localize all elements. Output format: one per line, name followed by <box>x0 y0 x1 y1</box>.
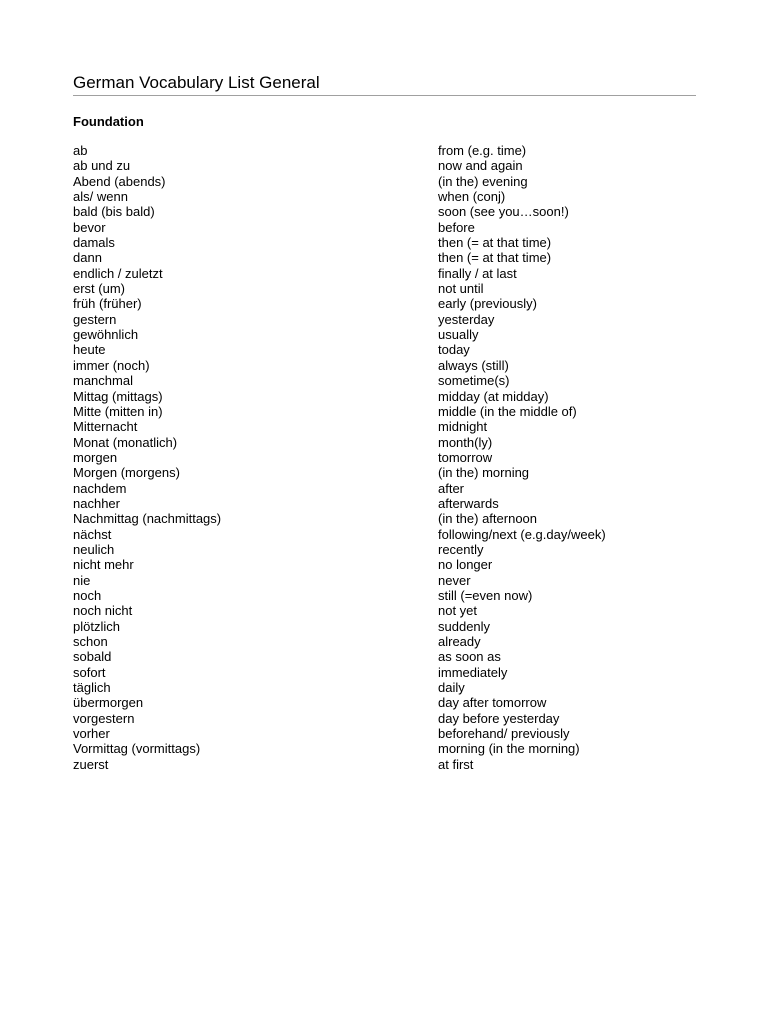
english-translation: usually <box>438 327 479 343</box>
english-translation: suddenly <box>438 618 491 634</box>
vocabulary-row <box>73 757 696 772</box>
vocabulary-row <box>73 174 696 189</box>
vocabulary-row <box>73 557 696 572</box>
german-term: vorgestern <box>73 710 135 726</box>
german-term: gewöhnlich <box>73 327 139 343</box>
vocabulary-row <box>73 711 696 726</box>
english-translation: already <box>438 634 481 649</box>
vocabulary-row <box>73 496 696 511</box>
german-term: Vormittag (vormittags) <box>73 741 201 757</box>
english-translation: (in the) afternoon <box>438 511 538 527</box>
vocabulary-row <box>73 619 696 634</box>
german-term: noch <box>73 587 102 603</box>
german-term: Mitternacht <box>73 419 138 435</box>
english-translation: always (still) <box>438 357 509 373</box>
vocabulary-row <box>73 511 696 526</box>
english-translation: when (conj) <box>438 189 506 205</box>
vocabulary-row <box>73 465 696 480</box>
vocabulary-row <box>73 588 696 603</box>
english-translation: no longer <box>438 557 493 573</box>
german-term: gestern <box>73 311 117 327</box>
english-translation: then (= at that time) <box>438 235 552 251</box>
vocabulary-row <box>73 603 696 618</box>
vocabulary-row <box>73 342 696 357</box>
german-term: heute <box>73 342 106 358</box>
german-term: endlich / zuletzt <box>73 265 163 281</box>
german-term: nächst <box>73 526 112 542</box>
vocabulary-row <box>73 143 696 158</box>
german-term: immer (noch) <box>73 357 150 373</box>
section-heading: Foundation <box>73 114 144 129</box>
english-translation: following/next (e.g.day/week) <box>438 526 606 542</box>
vocabulary-row <box>73 312 696 327</box>
vocabulary-row <box>73 573 696 588</box>
vocabulary-row <box>73 358 696 373</box>
english-translation: beforehand/ previously <box>438 726 570 742</box>
vocabulary-row <box>73 266 696 281</box>
english-translation: day before yesterday <box>438 710 560 726</box>
german-term: nicht mehr <box>73 557 134 573</box>
vocabulary-row <box>73 649 696 664</box>
english-translation: month(ly) <box>438 434 493 450</box>
german-term: früh (früher) <box>73 296 142 312</box>
german-term: neulich <box>73 541 115 557</box>
english-translation: soon (see you…soon!) <box>438 204 569 220</box>
vocabulary-row <box>73 158 696 173</box>
english-translation: after <box>438 480 465 496</box>
german-term: Morgen (morgens) <box>73 465 180 481</box>
english-translation: midday (at midday) <box>438 388 549 404</box>
german-term: dann <box>73 250 102 266</box>
vocabulary-row <box>73 404 696 419</box>
english-translation: still (=even now) <box>438 587 533 603</box>
german-term: täglich <box>73 680 111 696</box>
german-term: manchmal <box>73 373 133 389</box>
english-translation: not yet <box>438 603 478 619</box>
english-translation: never <box>438 572 471 588</box>
vocabulary-row <box>73 389 696 404</box>
german-term: Monat (monatlich) <box>73 434 178 450</box>
english-translation: middle (in the middle of) <box>438 403 577 419</box>
german-term: übermorgen <box>73 695 144 711</box>
german-term: schon <box>73 634 108 649</box>
vocabulary-row <box>73 220 696 235</box>
english-translation: morning (in the morning) <box>438 741 580 757</box>
german-term: ab und zu <box>73 158 131 174</box>
german-term: noch nicht <box>73 603 133 619</box>
german-term: erst (um) <box>73 281 125 297</box>
german-term: damals <box>73 235 115 251</box>
english-translation: (in the) morning <box>438 465 530 481</box>
vocabulary-row <box>73 327 696 342</box>
title-divider <box>73 95 696 96</box>
german-term: bald (bis bald) <box>73 204 155 220</box>
english-translation: as soon as <box>438 649 501 665</box>
english-translation: now and again <box>438 158 523 174</box>
german-term: nachher <box>73 495 120 511</box>
german-term: als/ wenn <box>73 189 128 205</box>
english-translation: daily <box>438 680 465 696</box>
english-translation: recently <box>438 541 484 557</box>
english-translation: immediately <box>438 664 508 680</box>
german-term: nie <box>73 572 91 588</box>
vocabulary-row <box>73 450 696 465</box>
vocabulary-row <box>73 419 696 434</box>
vocabulary-row <box>73 235 696 250</box>
vocabulary-row <box>73 204 696 219</box>
german-term: zuerst <box>73 756 109 772</box>
vocabulary-row <box>73 741 696 756</box>
vocabulary-row <box>73 296 696 311</box>
german-term: Nachmittag (nachmittags) <box>73 511 222 527</box>
vocabulary-row <box>73 527 696 542</box>
vocabulary-row <box>73 680 696 695</box>
vocabulary-row <box>73 726 696 741</box>
vocabulary-row <box>73 281 696 296</box>
english-translation: from (e.g. time) <box>438 143 527 158</box>
english-translation: day after tomorrow <box>438 695 547 711</box>
vocabulary-row <box>73 189 696 204</box>
page-title: German Vocabulary List General <box>73 73 320 92</box>
vocabulary-row <box>73 250 696 265</box>
german-term: Mitte (mitten in) <box>73 403 163 419</box>
english-translation: today <box>438 342 470 358</box>
english-translation: tomorrow <box>438 449 493 465</box>
english-translation: finally / at last <box>438 265 517 281</box>
german-term: morgen <box>73 449 118 465</box>
english-translation: before <box>438 219 475 235</box>
english-translation: (in the) evening <box>438 173 528 189</box>
vocabulary-row <box>73 542 696 557</box>
vocabulary-list <box>73 143 696 772</box>
german-term: sobald <box>73 649 112 665</box>
english-translation: yesterday <box>438 311 495 327</box>
vocabulary-row <box>73 435 696 450</box>
english-translation: sometime(s) <box>438 373 510 389</box>
vocabulary-row <box>73 481 696 496</box>
english-translation: afterwards <box>438 495 499 511</box>
german-term: sofort <box>73 664 106 680</box>
vocabulary-row <box>73 695 696 710</box>
english-translation: then (= at that time) <box>438 250 552 266</box>
german-term: nachdem <box>73 480 127 496</box>
english-translation: midnight <box>438 419 488 435</box>
vocabulary-row <box>73 665 696 680</box>
german-term: bevor <box>73 219 106 235</box>
german-term: plötzlich <box>73 618 120 634</box>
english-translation: not until <box>438 281 484 297</box>
english-translation: at first <box>438 756 474 772</box>
german-term: ab <box>73 143 88 158</box>
german-term: vorher <box>73 726 110 742</box>
english-translation: early (previously) <box>438 296 537 312</box>
vocabulary-row <box>73 634 696 649</box>
vocabulary-row <box>73 373 696 388</box>
document-page <box>73 0 696 1024</box>
german-term: Mittag (mittags) <box>73 388 163 404</box>
german-term: Abend (abends) <box>73 173 166 189</box>
